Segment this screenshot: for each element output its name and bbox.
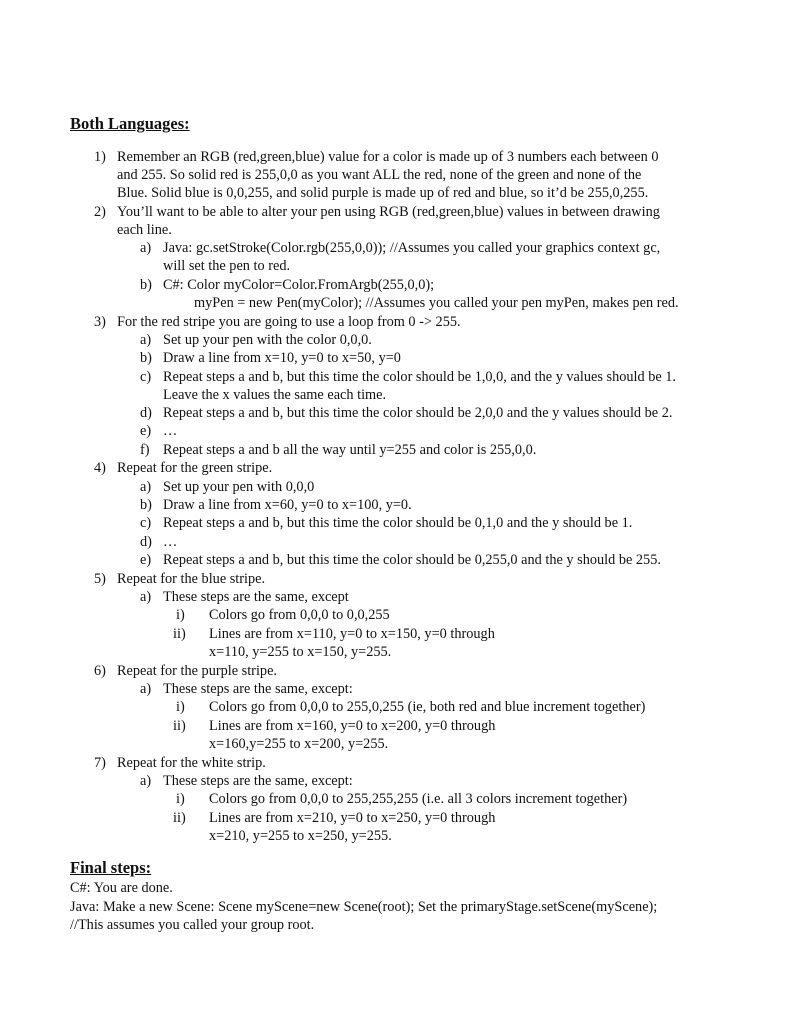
list-marker: 7) (94, 755, 106, 771)
sub-list-line: Set up your pen with the color 0,0,0. (163, 332, 372, 348)
subsub-list-line: Lines are from x=110, y=0 to x=150, y=0 through (209, 626, 495, 642)
sub-list-line: Repeat steps a and b, but this time the color should be 0,255,0 and the y should be 255. (163, 552, 661, 568)
subsub-list-marker: i) (176, 607, 185, 623)
subsub-list-line: Colors go from 0,0,0 to 255,255,255 (i.e. all 3 colors increment together) (209, 791, 628, 807)
sub-list-line: C#: Color myColor=Color.FromArgb(255,0,0); (163, 277, 435, 293)
subsub-list-line: Colors go from 0,0,0 to 0,0,255 (209, 607, 390, 623)
list-marker: 2) (94, 204, 106, 220)
list-item-line: and 255. So solid red is 255,0,0 as you want ALL the red, none of the green and none of the (117, 167, 642, 183)
sub-list-line: Draw a line from x=60, y=0 to x=100, y=0. (163, 497, 412, 513)
subsub-list-marker: i) (176, 791, 185, 807)
sub-list-line: myPen = new Pen(myColor); //Assumes you called your pen myPen, makes pen red. (194, 295, 679, 311)
list-item-line: Repeat for the blue stripe. (117, 571, 266, 587)
list-item-line: Repeat for the green stripe. (117, 460, 273, 476)
final-steps-line: C#: You are done. (70, 880, 173, 896)
sub-list-line: … (163, 534, 178, 550)
list-item-line: Repeat for the purple stripe. (117, 663, 277, 679)
sub-list-marker: a) (140, 479, 152, 495)
list-item-line: For the red stripe you are going to use a loop from 0 -> 255. (117, 314, 461, 330)
list-item-line: You’ll want to be able to alter your pen using RGB (red,green,blue) values in between drawing (117, 204, 660, 220)
list-marker: 6) (94, 663, 106, 679)
list-marker: 1) (94, 149, 106, 165)
subsub-list-line: x=110, y=255 to x=150, y=255. (209, 644, 392, 660)
sub-list-marker: e) (140, 552, 152, 568)
sub-list-line: These steps are the same, except: (163, 681, 353, 697)
sub-list-marker: a) (140, 589, 152, 605)
sub-list-line: Draw a line from x=10, y=0 to x=50, y=0 (163, 350, 401, 366)
sub-list-marker: b) (140, 350, 152, 366)
subsub-list-marker: ii) (173, 810, 186, 826)
sub-list-line: Repeat steps a and b, but this time the color should be 0,1,0 and the y should be 1. (163, 515, 633, 531)
sub-list-line: Repeat steps a and b, but this time the color should be 1,0,0, and the y values should be 1. (163, 369, 677, 385)
sub-list-marker: f) (140, 442, 150, 458)
subsub-list-line: Lines are from x=160, y=0 to x=200, y=0 through (209, 718, 496, 734)
subsub-list-line: x=210, y=255 to x=250, y=255. (209, 828, 392, 844)
sub-list-line: Java: gc.setStroke(Color.rgb(255,0,0)); //Assumes you called your graphics context gc, (163, 240, 661, 256)
final-steps-line: Java: Make a new Scene: Scene myScene=new Scene(root); Set the primaryStage.setScene(myScene); (70, 899, 658, 915)
sub-list-marker: d) (140, 534, 152, 550)
sub-list-line: … (163, 423, 178, 439)
subsub-list-line: x=160,y=255 to x=200, y=255. (209, 736, 389, 752)
sub-list-marker: e) (140, 423, 152, 439)
sub-list-line: Set up your pen with 0,0,0 (163, 479, 315, 495)
sub-list-marker: a) (140, 773, 152, 789)
sub-list-line: Repeat steps a and b, but this time the color should be 2,0,0 and the y values should be 2. (163, 405, 673, 421)
sub-list-marker: c) (140, 369, 152, 385)
sub-list-line: Repeat steps a and b all the way until y=255 and color is 255,0,0. (163, 442, 537, 458)
sub-list-marker: a) (140, 332, 152, 348)
list-marker: 3) (94, 314, 106, 330)
sub-list-marker: a) (140, 681, 152, 697)
sub-list-line: These steps are the same, except (163, 589, 349, 605)
list-marker: 5) (94, 571, 106, 587)
sub-list-marker: b) (140, 277, 152, 293)
list-item-line: Blue. Solid blue is 0,0,255, and solid purple is made up of red and blue, so it’d be 255,0,255. (117, 185, 649, 201)
section-heading-final-steps: Final steps: (70, 858, 152, 877)
subsub-list-marker: ii) (173, 626, 186, 642)
section-heading-both-languages: Both Languages: (70, 114, 190, 133)
list-item-line: Remember an RGB (red,green,blue) value for a color is made up of 3 numbers each between 0 (117, 149, 659, 165)
sub-list-marker: b) (140, 497, 152, 513)
sub-list-line: These steps are the same, except: (163, 773, 353, 789)
subsub-list-line: Colors go from 0,0,0 to 255,0,255 (ie, both red and blue increment together) (209, 699, 646, 715)
list-item-line: Repeat for the white strip. (117, 755, 266, 771)
list-item-line: each line. (117, 222, 172, 238)
subsub-list-marker: ii) (173, 718, 186, 734)
sub-list-marker: a) (140, 240, 152, 256)
sub-list-line: will set the pen to red. (163, 258, 291, 274)
list-marker: 4) (94, 460, 106, 476)
sub-list-marker: c) (140, 515, 152, 531)
sub-list-marker: d) (140, 405, 152, 421)
subsub-list-line: Lines are from x=210, y=0 to x=250, y=0 through (209, 810, 496, 826)
final-steps-line: //This assumes you called your group root. (70, 917, 315, 933)
subsub-list-marker: i) (176, 699, 185, 715)
sub-list-line: Leave the x values the same each time. (163, 387, 387, 403)
